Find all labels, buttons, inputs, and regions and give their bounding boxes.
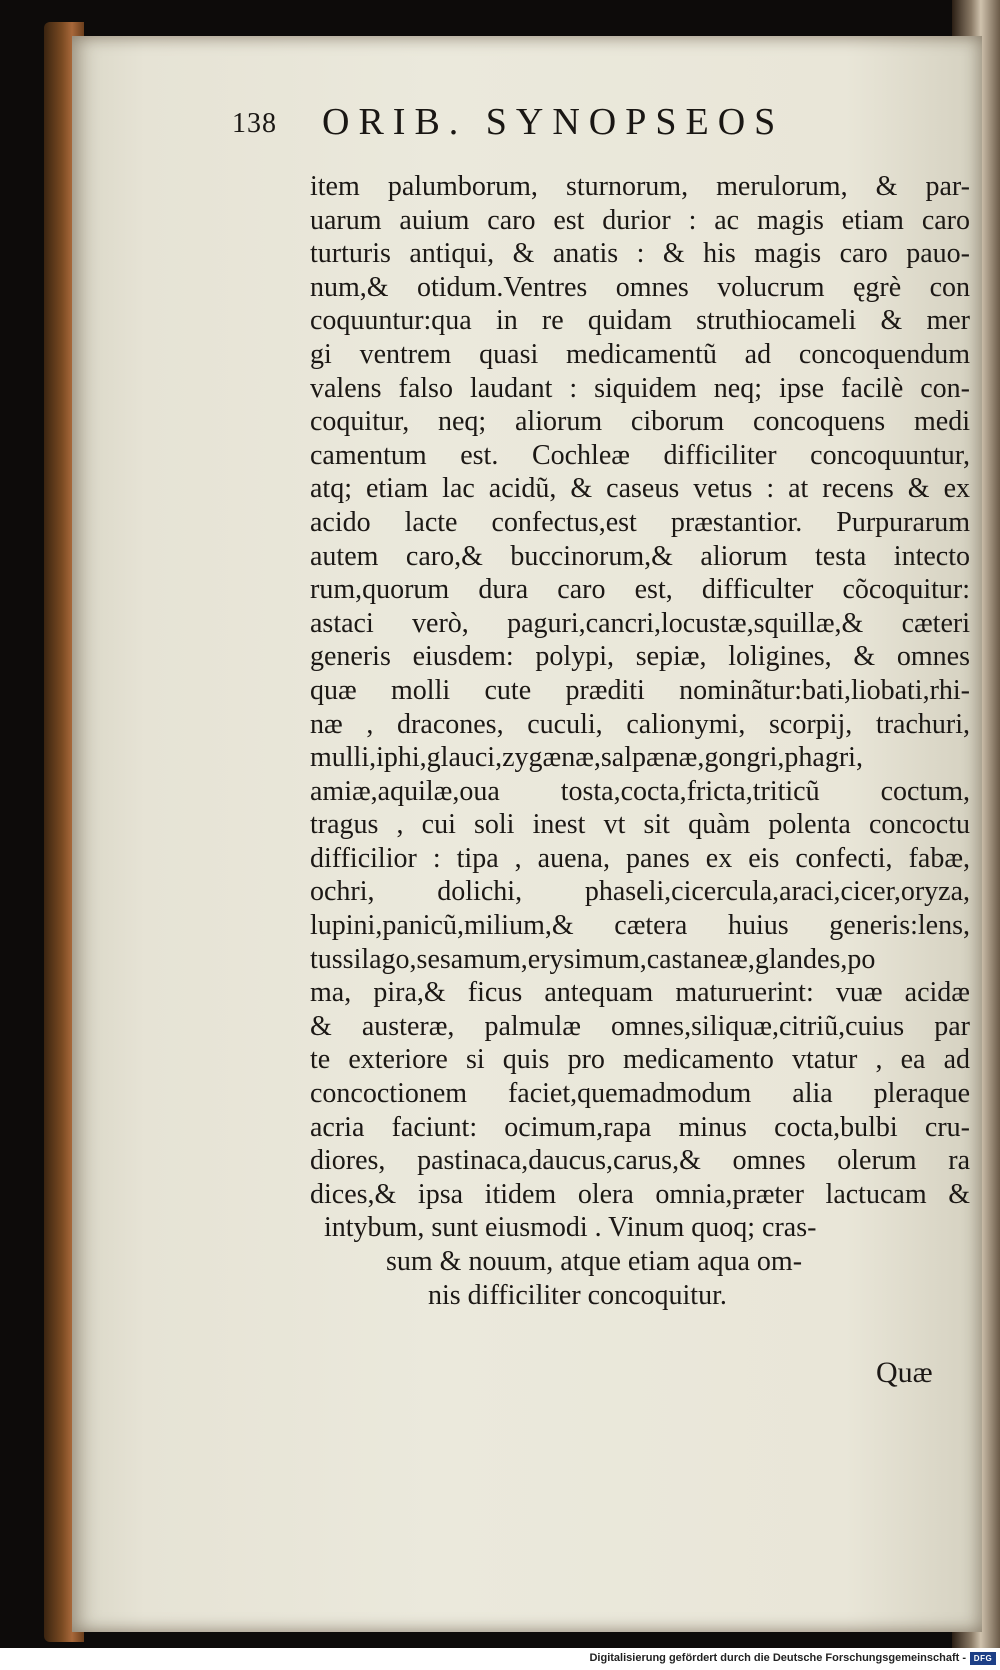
text-line: acido lacte confectus,est præstantior. Purpurarum (310, 506, 970, 538)
text-line: intybum, sunt eiusmodi . Vinum quoq; cras- (324, 1212, 817, 1244)
text-line: rum,quorum dura caro est, difficulter cõcoquitur: (310, 574, 970, 606)
text-line: ochri, dolichi, phaseli,cicercula,araci,cicer,oryza, (310, 876, 970, 908)
text-line: te exteriore si quis pro medicamento vtatur , ea ad (310, 1044, 970, 1076)
text-line: num,& otidum.Ventres omnes volucrum ęgrè con (310, 271, 970, 303)
text-line: concoctionem faciet,quemadmodum alia pleraque (310, 1078, 970, 1110)
text-line: tragus , cui soli inest vt sit quàm polenta concoctu (310, 809, 970, 841)
text-line: nis difficiliter concoquitur. (428, 1279, 727, 1311)
text-line: amiæ,aquilæ,oua tosta,cocta,fricta,triticũ coctum, (310, 775, 970, 807)
text-line: coquuntur:qua in re quidam struthiocameli & mer (310, 305, 970, 337)
text-line: coquitur, neq; aliorum ciborum concoquens medi (310, 406, 970, 438)
funding-credit: Digitalisierung gefördert durch die Deutsche Forschungsgemeinschaft - (589, 1652, 966, 1664)
text-line: lupini,panicũ,milium,& cætera huius generis:lens, (310, 910, 970, 942)
running-title: ORIB. SYNOPSEOS (322, 101, 785, 143)
text-line: item palumborum, sturnorum, merulorum, & par- (310, 171, 970, 202)
text-line: diores, pastinaca,daucus,carus,& omnes olerum ra (310, 1145, 970, 1177)
text-line: valens falso laudant : siquidem neq; ipse facilè con- (310, 372, 970, 404)
catchword: Quæ (876, 1356, 933, 1389)
text-line: difficilior : tipa , auena, panes ex eis confecti, fabæ, (310, 842, 970, 874)
dfg-logo: DFG (970, 1652, 996, 1665)
body-text (310, 170, 970, 1312)
text-line: atq; etiam lac acidũ, & caseus vetus : at recens & ex (310, 473, 970, 505)
page-number: 138 (232, 108, 277, 139)
running-head (232, 96, 872, 152)
text-line: acria faciunt: ocimum,rapa minus cocta,bulbi cru- (310, 1111, 970, 1143)
text-line: næ , dracones, cuculi, calionymi, scorpij, trachuri, (310, 708, 970, 740)
text-line: astaci verò, paguri,cancri,locustæ,squillæ,& cæteri (310, 607, 970, 639)
text-line: mulli,iphi,glauci,zygænæ,salpænæ,gongri,phagri, (310, 742, 863, 774)
text-line: turturis antiqui, & anatis : & his magis caro pauo- (310, 238, 970, 270)
text-line: sum & nouum, atque etiam aqua om- (386, 1246, 803, 1277)
text-line: camentum est. Cochleæ difficiliter concoquuntur, (310, 439, 970, 471)
text-line: uarum auium caro est durior : ac magis etiam caro (310, 204, 970, 236)
text-line: quæ molli cute præditi nominãtur:bati,liobati,rhi- (310, 674, 970, 706)
text-line: & austeræ, palmulæ omnes,siliquæ,citriũ,cuius par (310, 1010, 970, 1042)
text-line: tussilago,sesamum,erysimum,castaneæ,glandes,po (310, 943, 876, 975)
text-line: generis eiusdem: polypi, sepiæ, loligines, & omnes (310, 641, 970, 673)
footer-bar (0, 1648, 1000, 1670)
text-line: ma, pira,& ficus antequam maturuerint: vuæ acidæ (310, 977, 970, 1009)
text-line: gi ventrem quasi medicamentũ ad concoquendum (310, 338, 970, 370)
text-line: autem caro,& buccinorum,& aliorum testa intecto (310, 540, 970, 572)
text-line: dices,& ipsa itidem olera omnia,præter lactucam & (310, 1178, 970, 1210)
